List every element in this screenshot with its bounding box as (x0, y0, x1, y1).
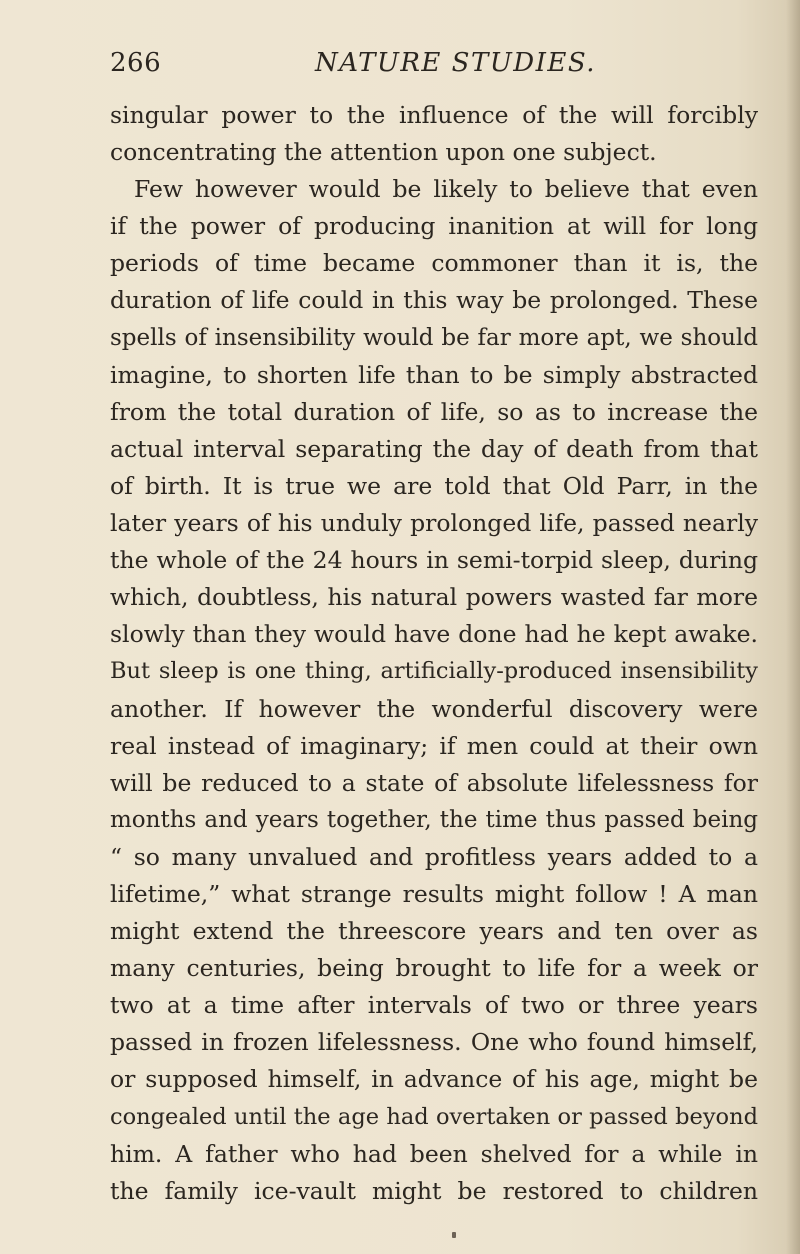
text-line: many centuries, being brought to life for a week or (110, 954, 758, 983)
text-line: lifetime,” what strange results might follow ! A man (110, 879, 758, 908)
running-title: NATURE STUDIES. (315, 48, 596, 78)
text-line: imagine, to shorten life than to be simply abstracted (110, 360, 758, 389)
text-line: from the total duration of life, so as to increase the (110, 397, 758, 426)
text-line: singular power to the influence of the will forcibly (110, 101, 758, 129)
text-line: him. A father who had been shelved for a while in (110, 1139, 758, 1168)
body-text (110, 97, 758, 1210)
text-line: the family ice-vault might be restored to children (110, 1176, 758, 1205)
text-line: slowly than they would have done had he kept awake. (110, 620, 758, 649)
text-line: the whole of the 24 hours in semi-torpid sleep, during (110, 546, 758, 575)
text-line: concentrating the attention upon one subject. (110, 138, 657, 167)
text-line: which, doubtless, his natural powers wasted far more (110, 583, 758, 612)
ink-speck (452, 1232, 456, 1238)
text-line: months and years together, the time thus passed being (110, 806, 758, 833)
page-edge-shadow (786, 0, 800, 1254)
text-line: “ so many unvalued and profitless years added to a (110, 842, 758, 871)
text-line: another. If however the wonderful discovery were (110, 694, 758, 723)
text-line: later years of his unduly prolonged life, passed nearly (110, 509, 758, 538)
text-line: of birth. It is true we are told that Old Parr, in the (110, 471, 758, 500)
page-number: 266 (110, 48, 162, 78)
text-line: periods of time became commoner than it is, the (110, 249, 758, 278)
text-line: passed in frozen lifelessness. One who found himself, (110, 1028, 758, 1057)
text-line: actual interval separating the day of death from that (110, 434, 758, 463)
text-line: congealed until the age had overtaken or passed beyond (110, 1103, 758, 1130)
text-line: duration of life could in this way be prolonged. These (110, 286, 758, 315)
text-line: will be reduced to a state of absolute lifelessness for (110, 768, 758, 797)
text-line: Few however would be likely to believe that even (134, 175, 758, 204)
text-line: real instead of imaginary; if men could at their own (110, 731, 758, 760)
page-header (110, 48, 760, 88)
text-line: spells of insensibility would be far more apt, we should (110, 324, 758, 351)
text-line: if the power of producing inanition at will for long (110, 212, 758, 241)
text-line: But sleep is one thing, artificially-produced insensibility (110, 658, 758, 685)
text-line: two at a time after intervals of two or three years (110, 991, 758, 1020)
text-line: or supposed himself, in advance of his age, might be (110, 1065, 758, 1094)
text-line: might extend the threescore years and ten over as (110, 917, 758, 946)
